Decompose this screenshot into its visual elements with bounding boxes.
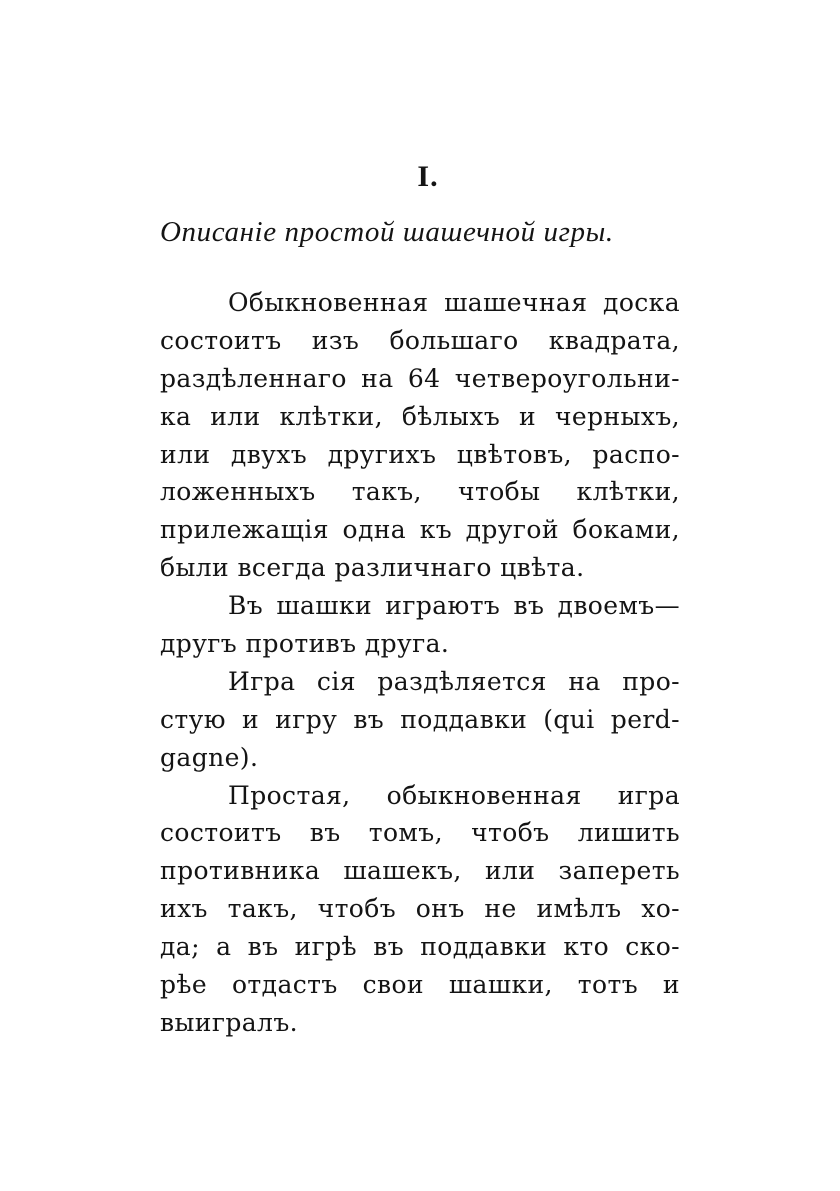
body-text bbox=[160, 284, 680, 1042]
chapter-title: Описанiе простой шашечной игры. bbox=[160, 216, 614, 248]
text-line: Въ шашки играютъ въ двоемъ— bbox=[228, 591, 680, 621]
text-line: да; а въ игрѣ въ поддавки кто ско- bbox=[160, 932, 680, 962]
paragraph bbox=[160, 663, 680, 777]
text-line: состоитъ изъ большаго квадрата, bbox=[160, 325, 680, 355]
text-line: ихъ такъ, чтобъ онъ не имѣлъ хо- bbox=[160, 894, 680, 924]
text-line: ложенныхъ такъ, чтобы клѣтки, bbox=[160, 477, 680, 507]
text-line: другъ противъ друга. bbox=[160, 629, 450, 659]
text-line: gagne). bbox=[160, 742, 259, 772]
text-line: стую и игру въ поддавки (qui perd- bbox=[160, 704, 680, 734]
text-line: рѣе отдастъ свои шашки, тотъ и bbox=[160, 970, 680, 1000]
chapter-number: I. bbox=[417, 160, 439, 193]
text-line: Игра сiя раздѣляется на про- bbox=[228, 666, 680, 696]
text-line: Простая, обыкновенная игра bbox=[228, 780, 680, 810]
text-line: или двухъ другихъ цвѣтовъ, распо- bbox=[160, 439, 680, 469]
text-line: противника шашекъ, или запереть bbox=[160, 856, 680, 886]
paragraph bbox=[160, 587, 680, 663]
text-line: Обыкновенная шашечная доска bbox=[228, 288, 680, 317]
text-line: прилежащiя одна къ другой боками, bbox=[160, 515, 680, 545]
paragraph bbox=[160, 777, 680, 1042]
text-line: были всегда различнаго цвѣта. bbox=[160, 553, 585, 583]
text-line: состоитъ въ томъ, чтобъ лишить bbox=[160, 818, 680, 848]
text-line: раздѣленнаго на 64 четвероугольни- bbox=[160, 363, 680, 393]
text-line: ка или клѣтки, бѣлыхъ и черныхъ, bbox=[160, 401, 680, 431]
paragraph bbox=[160, 284, 680, 587]
text-line: выигралъ. bbox=[160, 1007, 298, 1037]
